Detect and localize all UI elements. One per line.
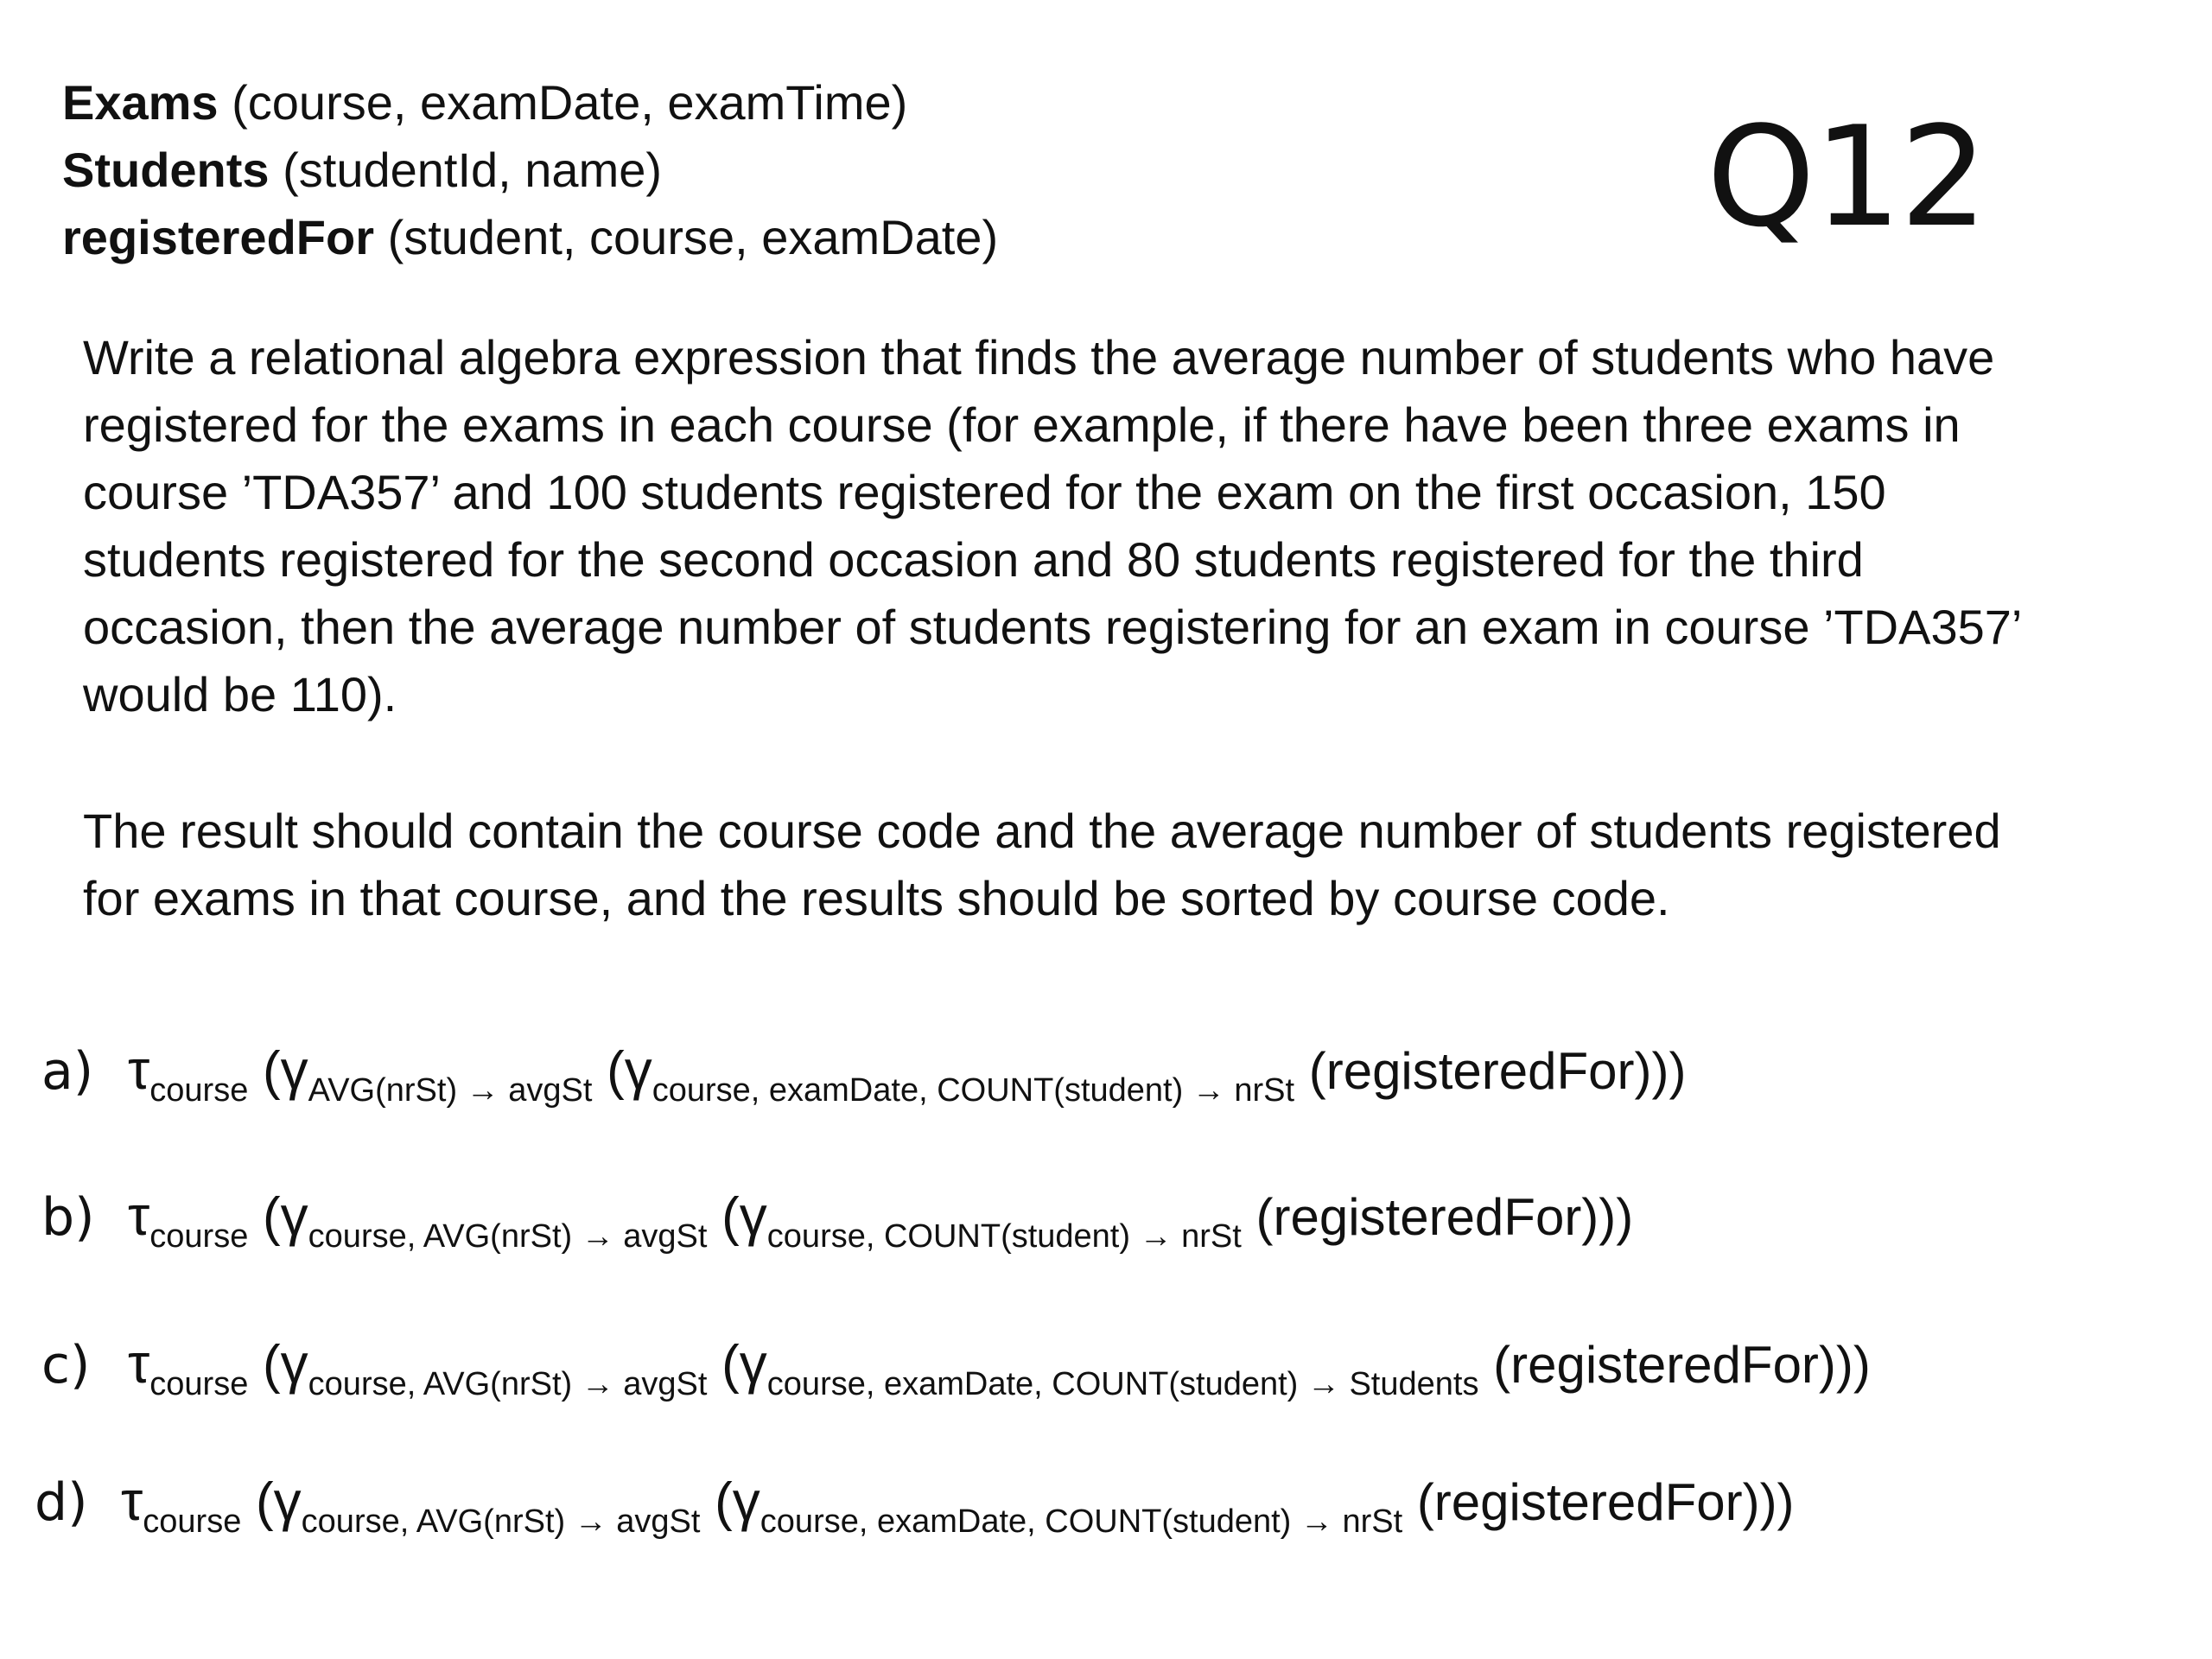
relation-name: Exams xyxy=(62,75,219,130)
tau-subscript: course xyxy=(149,1218,249,1255)
tau-symbol: τ xyxy=(128,1185,150,1247)
option-a[interactable] xyxy=(41,1035,1686,1125)
text-line: would be 110). xyxy=(83,667,397,721)
text-line: for exams in that course, and the results should be sorted by course code. xyxy=(83,871,1670,925)
option-c[interactable] xyxy=(41,1329,1871,1419)
gamma-subscript: course, AVG(nrSt) → avgSt xyxy=(308,1366,708,1402)
gamma-symbol: γ xyxy=(280,1185,308,1247)
question-text xyxy=(83,324,2183,728)
text-line: The result should contain the course code and the average number of students registered xyxy=(83,804,2001,858)
tau-subscript: course xyxy=(143,1503,242,1540)
tau-symbol: τ xyxy=(128,1332,150,1395)
relation-name: Students xyxy=(62,143,270,197)
schema-exams xyxy=(62,69,998,137)
open-paren: ( xyxy=(263,1041,281,1101)
expression-tail: (registeredFor))) xyxy=(1493,1336,1871,1394)
expression-tail: (registeredFor))) xyxy=(1255,1188,1634,1246)
gamma-subscript: course, AVG(nrSt) → avgSt xyxy=(308,1218,708,1255)
expression-tail: (registeredFor))) xyxy=(1416,1473,1795,1531)
relation-name: registeredFor xyxy=(62,210,374,264)
schema-registered-for xyxy=(62,204,998,271)
option-letter: a) xyxy=(41,1041,94,1102)
text-line: course ’TDA357’ and 100 students registered for the exam on the first occasion, 150 xyxy=(83,465,1886,519)
tau-subscript: course xyxy=(149,1366,249,1402)
open-paren: ( xyxy=(263,1335,281,1395)
gamma-symbol: γ xyxy=(273,1470,302,1532)
tau-subscript: course xyxy=(149,1072,249,1109)
open-paren: ( xyxy=(715,1472,733,1532)
open-paren: ( xyxy=(256,1472,274,1532)
gamma-symbol: γ xyxy=(739,1185,767,1247)
gamma-symbol: γ xyxy=(624,1039,652,1101)
gamma-subscript: course, COUNT(student) → nrSt xyxy=(766,1218,1242,1255)
text-line: Write a relational algebra expression that finds the average number of students who have xyxy=(83,330,1995,385)
option-letter: d) xyxy=(35,1472,88,1533)
schema-students xyxy=(62,137,998,204)
gamma-symbol: γ xyxy=(732,1470,760,1532)
gamma-symbol: γ xyxy=(280,1332,308,1395)
relation-attributes: (student, course, examDate) xyxy=(387,210,999,264)
tau-symbol: τ xyxy=(121,1470,143,1532)
gamma-subscript: course, examDate, COUNT(student) → Students xyxy=(766,1366,1479,1402)
option-b[interactable] xyxy=(41,1181,1633,1271)
text-line: registered for the exams in each course (for example, if there have been three exams in xyxy=(83,397,1961,452)
open-paren: ( xyxy=(721,1335,740,1395)
gamma-subscript: course, examDate, COUNT(student) → nrSt xyxy=(652,1072,1295,1109)
open-paren: ( xyxy=(721,1187,740,1247)
text-line: students registered for the second occasion and 80 students registered for the third xyxy=(83,532,1864,587)
schema-block xyxy=(62,69,998,271)
relation-attributes: (course, examDate, examTime) xyxy=(232,75,908,130)
option-letter: b) xyxy=(41,1187,95,1248)
result-requirements xyxy=(83,798,2183,932)
option-d[interactable] xyxy=(35,1466,1795,1556)
gamma-subscript: course, AVG(nrSt) → avgSt xyxy=(301,1503,701,1540)
question-label: Q12 xyxy=(1707,96,1986,257)
gamma-symbol: γ xyxy=(739,1332,767,1395)
option-letter: c) xyxy=(41,1335,91,1395)
text-line: occasion, then the average number of students registering for an exam in course ’TDA357’ xyxy=(83,600,2023,654)
expression-tail: (registeredFor))) xyxy=(1308,1042,1687,1100)
open-paren: ( xyxy=(607,1041,625,1101)
open-paren: ( xyxy=(263,1187,281,1247)
gamma-subscript: course, examDate, COUNT(student) → nrSt xyxy=(760,1503,1403,1540)
gamma-symbol: γ xyxy=(280,1039,308,1101)
tau-symbol: τ xyxy=(128,1039,150,1101)
gamma-subscript: AVG(nrSt) → avgSt xyxy=(308,1072,593,1109)
relation-attributes: (studentId, name) xyxy=(283,143,663,197)
